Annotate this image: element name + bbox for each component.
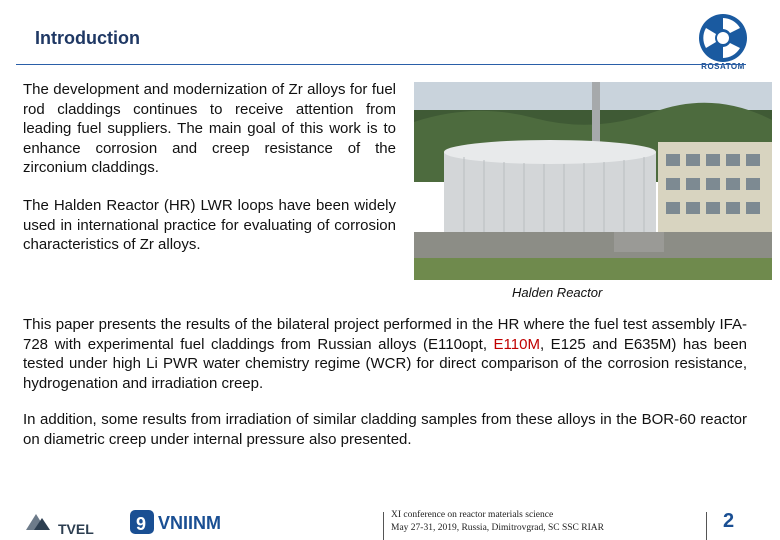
vniinm-logo-text: VNIINM: [158, 513, 221, 533]
highlighted-alloy: E110M: [493, 335, 540, 353]
rosatom-logo-text: ROSATOM: [701, 62, 745, 71]
tvel-logo-icon: [24, 508, 122, 538]
footer-divider-left: [383, 512, 384, 540]
project-paragraph: [23, 315, 747, 393]
conference-dates: May 27-31, 2019, Russia, Dimitrovgrad, SC SSC RIAR: [391, 523, 604, 533]
tvel-logo-text: TVEL: [58, 521, 94, 537]
conference-title: XI conference on reactor materials science: [391, 510, 554, 520]
title-divider: [16, 64, 746, 65]
svg-text:9: 9: [136, 514, 147, 534]
halden-reactor-photo: [414, 82, 772, 280]
vniinm-logo-icon: [128, 506, 268, 538]
slide-title: Introduction: [35, 28, 140, 48]
intro-paragraph-2: The Halden Reactor (HR) LWR loops have been widely used in international practice for evaluating of corrosion characteristics of Zr alloys.: [23, 197, 396, 253]
bor60-paragraph: In addition, some results from irradiation of similar cladding samples from these alloys in the BOR-60 reactor on diametric creep under internal pressure also presented.: [23, 411, 747, 448]
intro-paragraph-1: The development and modernization of Zr alloys for fuel rod claddings continues to receive attention from leading fuel suppliers. The main goal of this work is to enhance corrosion and creep resistance of the zirconium claddings.: [23, 81, 396, 176]
footer-divider-right: [706, 512, 707, 540]
project-text-end: , E125 and E635M) has been tested under high Li PWR water chemistry regime (WCR) for direct comparison of the corrosion resistance, hydrogenation and irradiation creep.: [23, 335, 748, 392]
project-text-start: This paper presents the results of the bilateral project performed in the HR where the fuel test assembly IFA-728 with experimental fuel claddings from Russian alloys (E110opt,: [23, 316, 747, 353]
conference-info: [391, 509, 604, 535]
photo-caption: Halden Reactor: [512, 285, 603, 300]
page-number: 2: [723, 510, 735, 532]
